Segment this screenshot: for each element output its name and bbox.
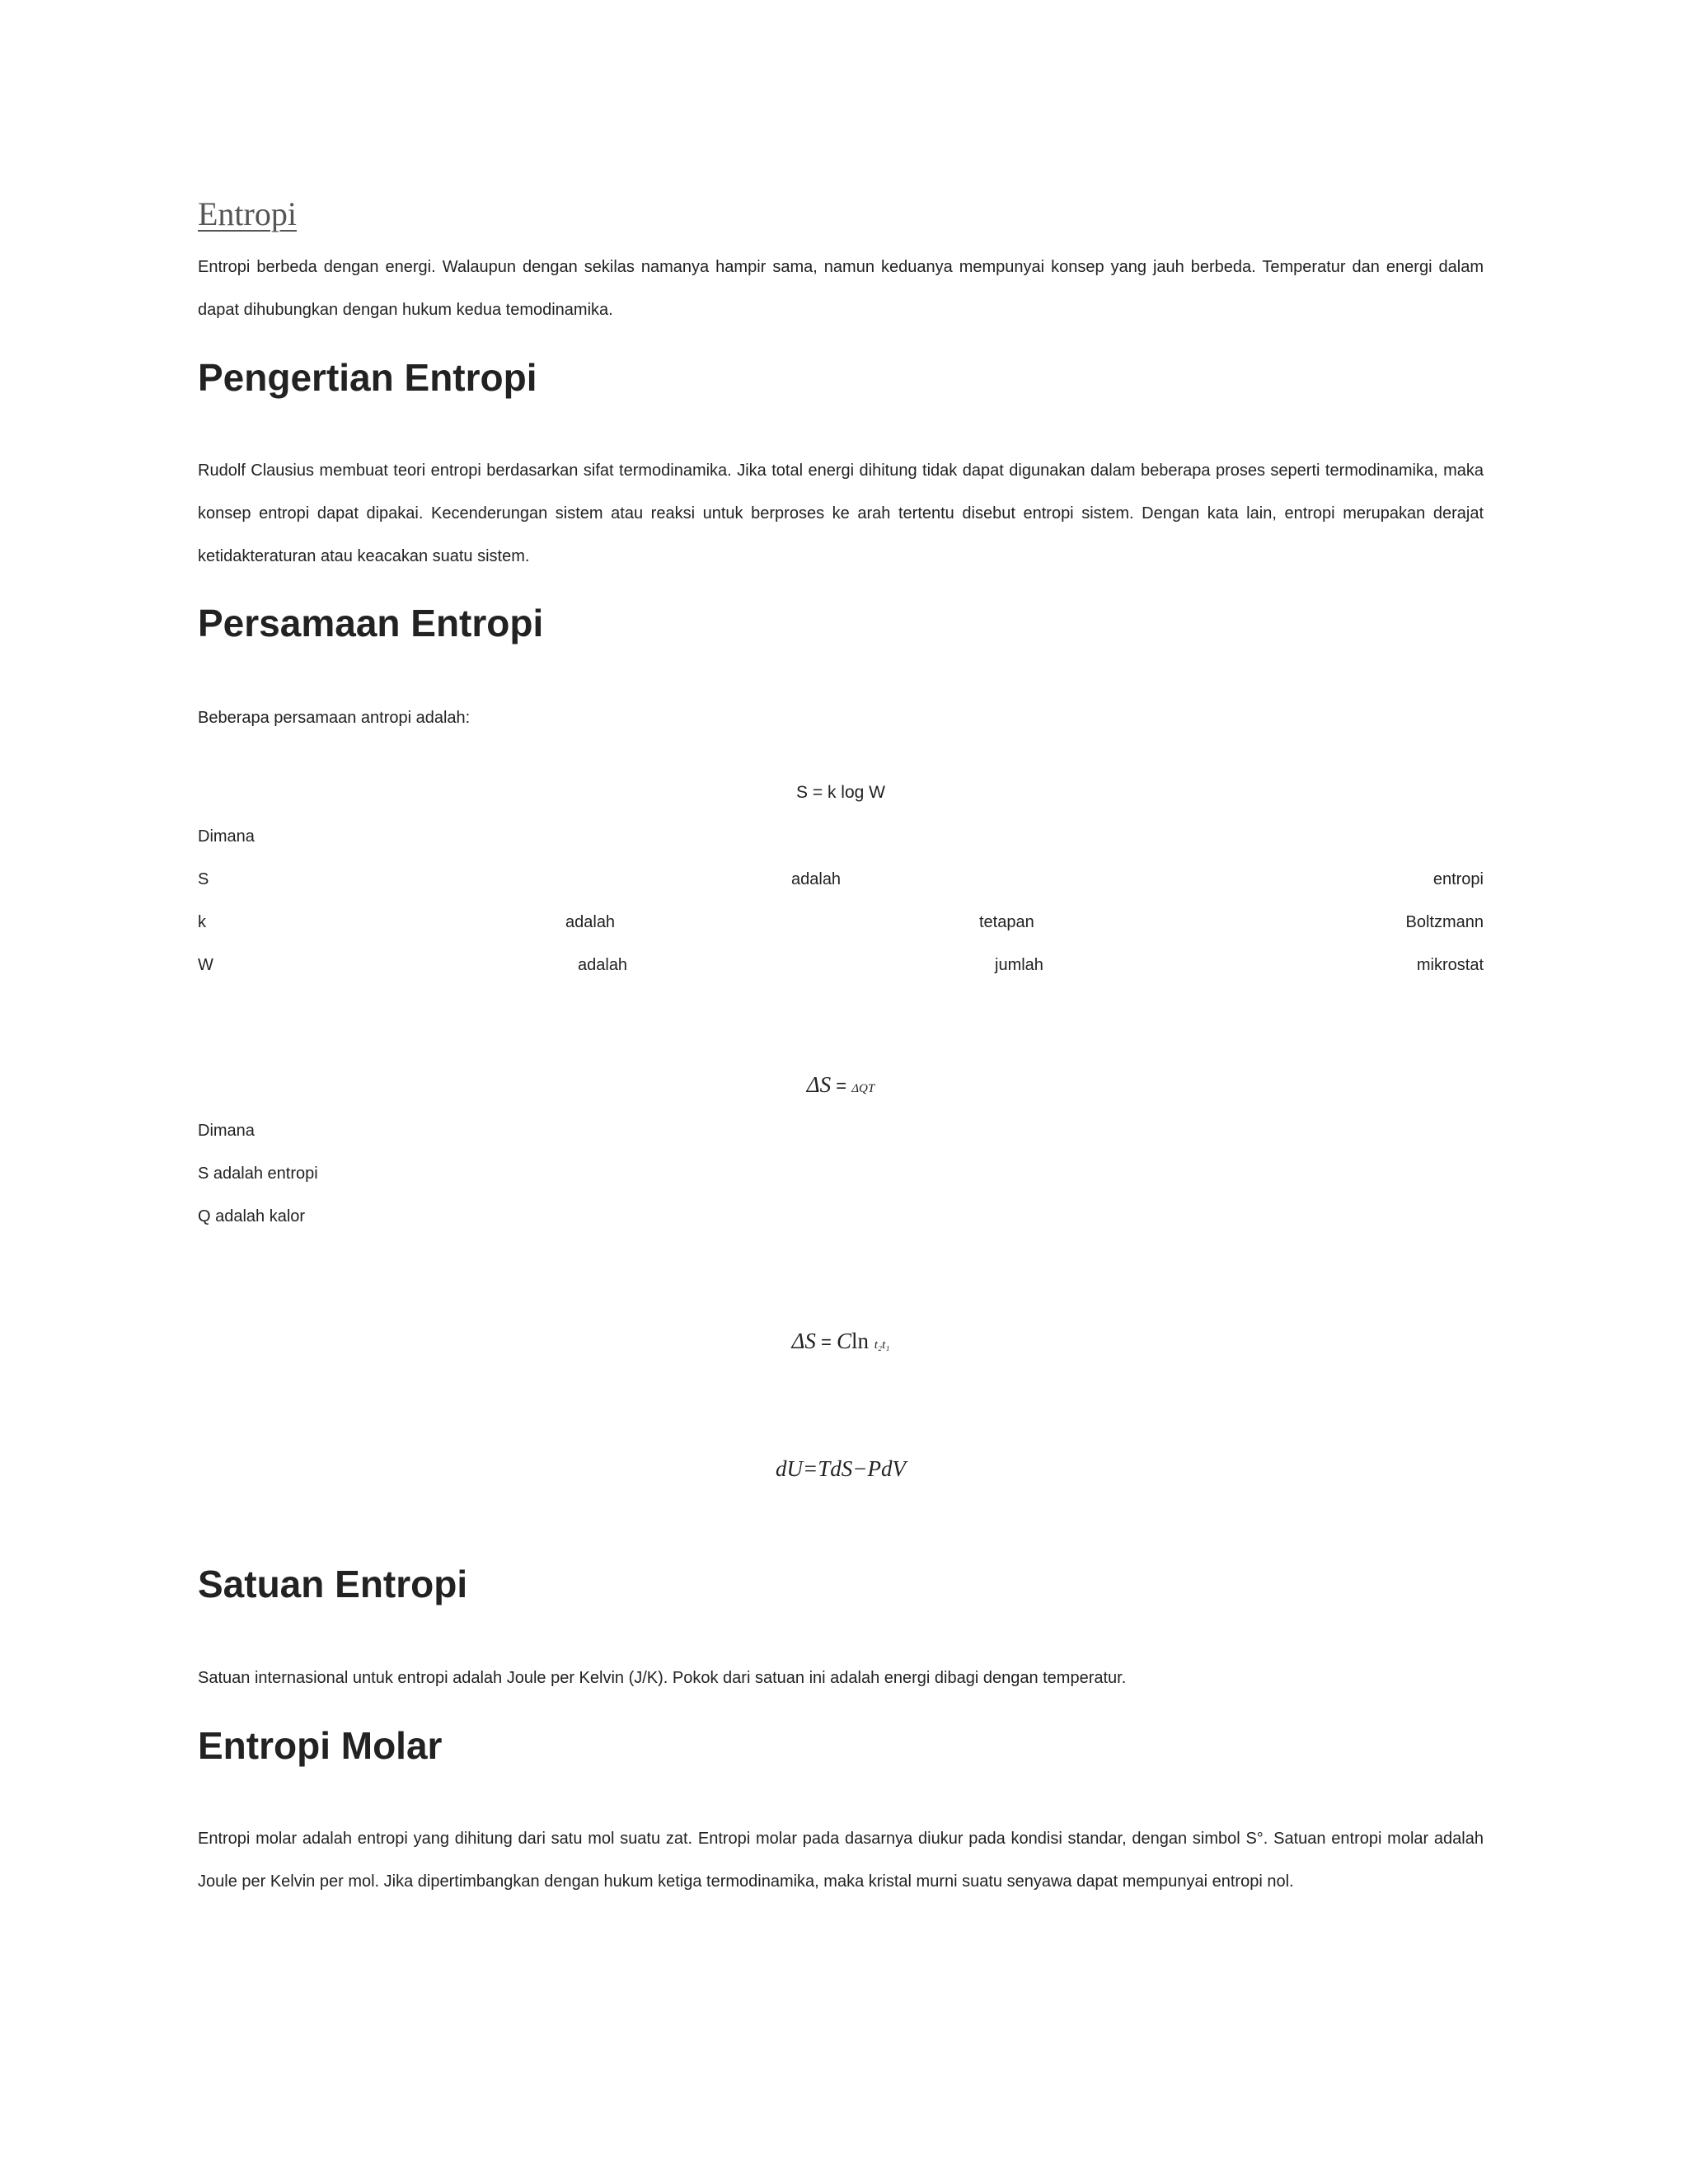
equation-internal-energy: dU=TdS−PdV (776, 1456, 906, 1481)
line-s-entropi: S adalah entropi (198, 1165, 318, 1183)
def-w-meaning: mikrostat (1416, 956, 1484, 974)
def-s-verb: adalah (791, 870, 842, 888)
def-k-verb: adalah (565, 913, 616, 931)
def-w-verb: adalah (578, 956, 628, 974)
heading-molar: Entropi Molar (198, 1724, 443, 1767)
def-s-meaning: entropi (1432, 870, 1484, 888)
dimana-label-1: Dimana (198, 827, 255, 846)
satuan-paragraph: Satuan internasional untuk entropi adalah Joule per Kelvin (J/K). Pokok dari satuan ini adalah energi dibagi dengan temperatur. (198, 1669, 1127, 1687)
persamaan-intro: Beberapa persamaan antropi adalah: (198, 709, 471, 727)
def-s-symbol: S (198, 870, 209, 888)
def-w-symbol: W (198, 956, 213, 974)
equation-boltzmann: S = k log W (796, 783, 885, 802)
eq3-sub: t₂t₁ (874, 1338, 890, 1352)
pengertian-paragraph: Rudolf Clausius membuat teori entropi berdasarkan sifat termodinamika. Jika total energi dihitung tidak dapat digunakan dalam beberapa proses seperti termodinamika, maka konsep entropi dapat dipakai. Kecenderungan sistem atau reaksi untuk berproses ke arah tertentu disebut entropi sistem. Dengan kata lain, entropi merupakan derajat ketidakteraturan atau keacakan suatu sistem. (198, 462, 1484, 565)
dimana-label-2: Dimana (198, 1122, 255, 1140)
document-page (198, 0, 1484, 2184)
eq3-equals: = (815, 1332, 837, 1352)
eq3-ln: ln (851, 1329, 874, 1353)
eq2-equals: = (831, 1076, 852, 1096)
line-q-kalor: Q adalah kalor (198, 1207, 306, 1226)
molar-paragraph: Entropi molar adalah entropi yang dihitung dari satu mol suatu zat. Entropi molar pada dasarnya diukur pada kondisi standar, dengan simbol S°. Satuan entropi molar adalah Joule per Kelvin per mol. Jika dipertimbangkan dengan hukum ketiga termodinamika, maka kristal murni suatu senyawa dapat mempunyai entropi nol. (198, 1830, 1484, 1891)
def-k-symbol: k (198, 913, 206, 931)
heading-persamaan: Persamaan Entropi (198, 602, 544, 644)
eq3-c: C (836, 1329, 851, 1353)
eq3-lhs: ΔS (791, 1329, 816, 1353)
heading-pengertian: Pengertian Entropi (198, 356, 537, 399)
equation-clausius (198, 1070, 1484, 1104)
eq2-rhs: ΔQT (851, 1082, 875, 1095)
intro-paragraph: Entropi berbeda dengan energi. Walaupun dengan sekilas namanya hampir sama, namun keduanya mempunyai konsep yang jauh berbeda. Temperatur dan energi dalam dapat dihubungkan dengan hukum kedua temodinamika. (198, 258, 1484, 319)
def-w-word: jumlah (995, 956, 1043, 974)
equation-heat-capacity (198, 1326, 1484, 1360)
def-k-word: tetapan (979, 913, 1034, 931)
document-title: Entropi (198, 195, 297, 232)
def-k-meaning: Boltzmann (1405, 913, 1484, 931)
heading-satuan: Satuan Entropi (198, 1563, 468, 1605)
eq2-lhs: ΔS (806, 1072, 832, 1097)
